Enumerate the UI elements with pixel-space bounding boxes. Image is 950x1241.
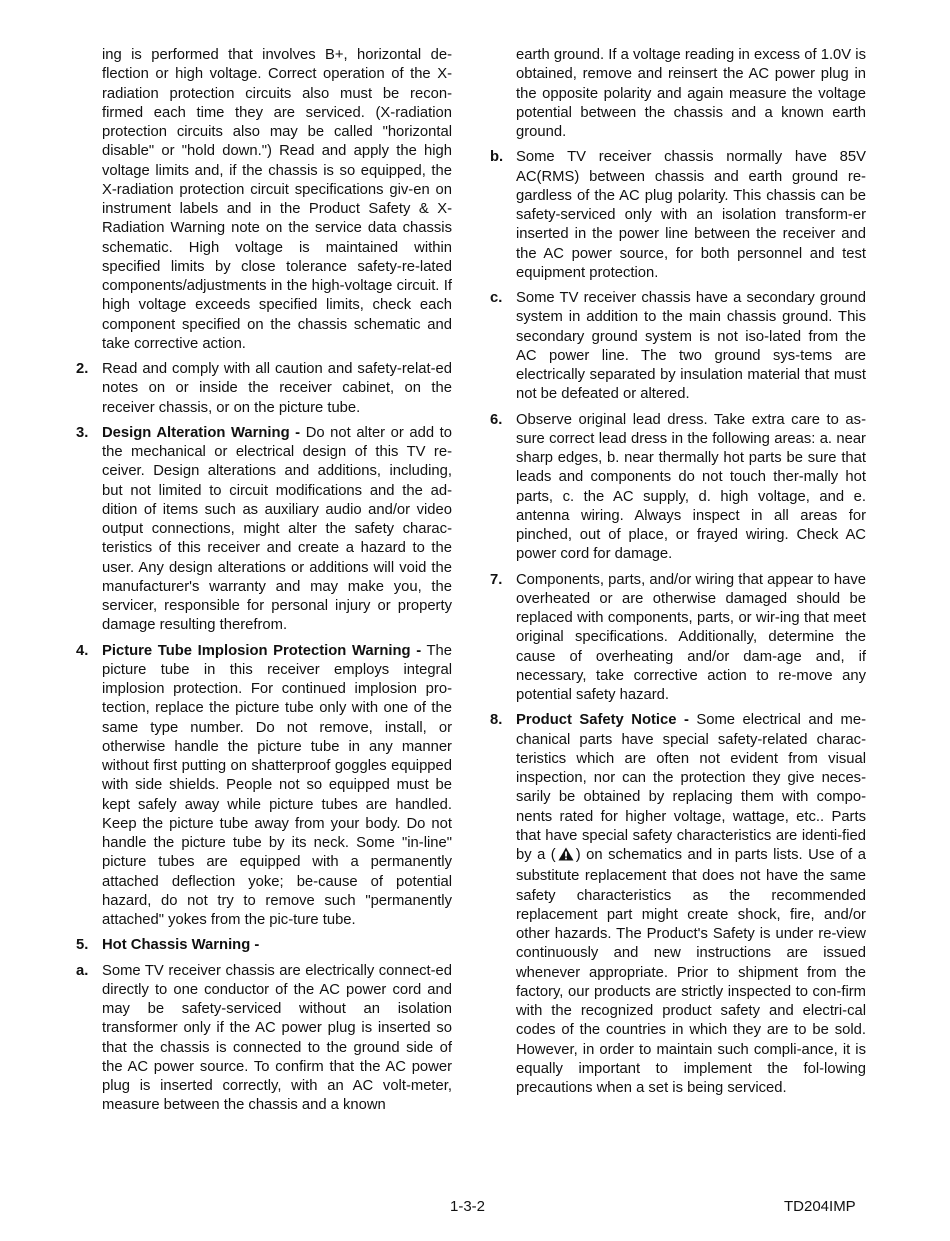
item-text: Components, parts, and/or wiring that appear to have overheated or are otherwise damaged should be replaced with components, parts, or wir-ing that meet original specifications. Additionally, determine the cause of overheating and/or dam-age and, if necessary, take corrective action to re-move any potential safety hazard. <box>516 571 866 703</box>
item-number: 8. <box>490 712 503 729</box>
item-number: 6. <box>490 411 503 428</box>
list-item-6 <box>486 411 866 565</box>
item-text: Some TV receiver chassis have a secondary ground system in addition to the main chassis ground. This secondary ground system is not iso-lated from the AC power line. The two ground sys-tems are electrically separated by insulation material that must not be defeated or altered. <box>516 290 866 403</box>
item-text-before-icon: Some electrical and me-chanical parts have special safety-related charac-teristics which are often not evident from visual inspection, nor can the protection they give neces-sarily be obtained by replacing them with compo-nents rated for higher voltage, wattage, etc.. Parts that have special safety characteristics are identi-fied by a ( <box>516 712 867 863</box>
list-item-8 <box>486 711 866 1098</box>
paragraph-continuation-right: earth ground. If a voltage reading in excess of 1.0V is obtained, remove and reinsert the AC power plug in the opposite polarity and again measure the voltage potential between the chassis and a known earth ground. <box>516 47 866 140</box>
item-letter: c. <box>490 290 503 306</box>
left-column <box>72 46 452 1122</box>
item-text: Some TV receiver chassis normally have 85V AC(RMS) between chassis and earth ground re-gardless of the AC plug polarity. This chassis can be safety-serviced only with an isolation transform-er inserted in the power line between the receiver and the AC power source, for both personnel and test equipment protection. <box>516 149 866 281</box>
list-item-5a <box>72 962 452 1116</box>
warning-triangle-icon <box>558 847 574 867</box>
paragraph-continuation-left: ing is performed that involves B+, horizontal de-flection or high voltage. Correct operation of the X-radiation protection circuits also must be recon-firmed each time they are serviced. (X-radiation protection circuits also may be called "horizontal disable" or "hold down.") Read and apply the high voltage limits and, if the chassis is so equipped, the X-radiation protection circuit specifications giv-en on instrument labels and in the Product Safety & X-Radiation Warning note on the service data chassis schematic. High voltage is maintained within specified limits by close tolerance safety-re-lated components/adjustments in the high-voltage circuit. If high voltage exceeds specified limits, check each component specified on the chassis schematic and take corrective action. <box>102 47 452 352</box>
item-heading: Product Safety Notice - <box>516 712 689 729</box>
document-id: TD204IMP <box>784 1198 856 1215</box>
list-item-7 <box>486 571 866 706</box>
list-item-5 <box>72 936 452 955</box>
item-text: The picture tube in this receiver employs integral implosion protection. For continued implosion pro-tection, replace the picture tube only with one of the same type number. Do not remove, install, or otherwise handle the picture tube in any manner without first putting on shatterproof goggles equipped with side shields. People not so equipped must be kept safely away while picture tubes are handled. Keep the picture tube away from your body. Do not handle the picture tube by its neck. Some "in-line" picture tubes are equipped with a permanently attached deflection yoke; be-cause of potential hazard, do not try to remove such "permanently attached" yokes from the pic-ture tube. <box>102 642 452 928</box>
item-text: Do not alter or add to the mechanical or electrical design of this TV re-ceiver. Design alterations and additions, including, but not limited to circuit modifications and the ad-dition of items such as auxiliary audio and/or video output connections, might alter the safety charac-teristics of this receiver and create a hazard to the user. Any design alterations or additions will void the manufacturer's warranty and may make you, the servicer, responsible for personal injury or property damage resulting therefrom. <box>102 424 453 634</box>
item-heading: Picture Tube Implosion Protection Warning - <box>102 642 422 659</box>
item-number: 4. <box>76 642 89 659</box>
page-number: 1-3-2 <box>450 1198 486 1215</box>
item-number: 2. <box>76 361 89 377</box>
item-number: 5. <box>76 937 89 954</box>
item-heading: Design Alteration Warning - <box>102 424 301 441</box>
list-item-2 <box>72 360 452 418</box>
item-text: Some TV receiver chassis are electrically connect-ed directly to one conductor of the AC power cord and may be safety-serviced without an isolation transformer only if the AC power plug is inserted so that the chassis is connected to the ground side of the AC power source. To confirm that the AC power plug is inserted correctly, with an AC volt-meter, measure between the chassis and a known <box>102 962 452 1114</box>
item-text: Observe original lead dress. Take extra care to as-sure correct lead dress in the following areas: a. near sharp edges, b. near thermally hot parts be sure that leads and components do not touch ther-mally hot parts, c. the AC supply, d. high voltage, and e. antenna wiring. Always inspect in all areas for pinched, out of place, or frayed wiring. Check AC power cord for damage. <box>516 411 866 563</box>
list-item-4 <box>72 642 452 931</box>
item-text: Read and comply with all caution and safety-relat-ed notes on or inside the receiver cabinet, on the receiver chassis, or on the picture tube. <box>102 361 452 416</box>
list-item-5b <box>486 148 866 283</box>
item-letter: a. <box>76 962 89 979</box>
item-number: 7. <box>490 571 503 588</box>
list-item-3 <box>72 424 452 636</box>
list-item-5c <box>486 289 866 405</box>
item-text-after-icon: ) on schematics and in parts lists. Use of a substitute replacement that does not have the same safety characteristics as the recommended replacement part might create shock, fire, and/or other hazards. The Product's Safety is under re-view continuously and new instructions are issued whenever appropriate. Prior to shipment from the factory, our products are strictly inspected to con-firm with the recognized product safety and electri-cal codes of the countries in which they are to be sold. However, in order to maintain such compli-ance, it is equally important to implement the fol-lowing precautions when a set is being serviced. <box>516 847 866 1096</box>
right-column <box>486 46 866 1104</box>
item-letter: b. <box>490 149 504 166</box>
item-heading: Hot Chassis Warning - <box>102 937 260 954</box>
item-number: 3. <box>76 424 89 441</box>
